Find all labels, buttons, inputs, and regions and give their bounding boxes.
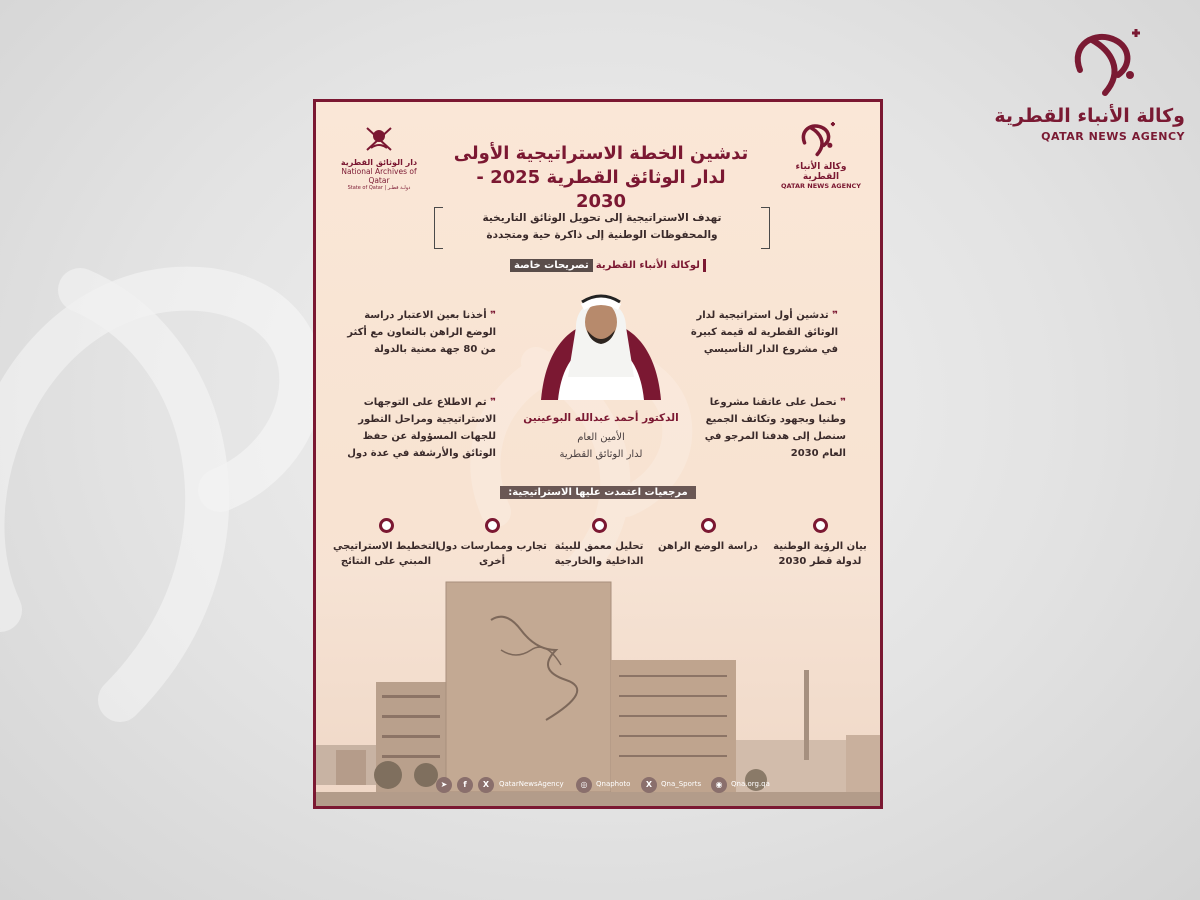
website-link[interactable]: Qna.org.qa	[731, 780, 770, 788]
headline-line-2: لدار الوثائق القطرية 2025 - 2030	[476, 167, 726, 212]
social-media-bar	[436, 776, 871, 796]
quote-mark-icon: ❞	[840, 397, 846, 408]
poster-headline	[451, 142, 751, 214]
quotes-header-source: لوكالة الأنباء القطرية	[593, 259, 706, 272]
poster-agency-logo	[776, 120, 866, 190]
ref-bullet-icon	[592, 518, 607, 533]
aim-line-1: تهدف الاستراتيجية إلى تحويل الوثائق التاريخية	[482, 212, 722, 224]
quote-text: تدشين أول استراتيجية لدار الوثائق القطرية له قيمة كبيرة في مشروع الدار التأسيسي	[690, 310, 838, 355]
references-header	[316, 480, 880, 499]
archives-name-arabic: دار الوثائق القطرية	[340, 158, 418, 167]
strategy-aim-box	[434, 207, 770, 249]
quote-bottom-left	[336, 394, 496, 462]
ref-bullet-icon	[379, 518, 394, 533]
social-handle-qna[interactable]: QatarNewsAgency	[499, 780, 564, 788]
reference-item	[437, 518, 547, 569]
x-twitter-icon[interactable]: X	[478, 777, 494, 793]
reference-text: دراسة الوضع الراهن	[658, 541, 758, 552]
aim-line-2: والمحفوظات الوطنية إلى ذاكرة حية ومتجددة	[486, 229, 718, 241]
quote-top-right	[688, 307, 838, 358]
quote-text: أخذنا بعين الاعتبار دراسة الوضع الراهن بالتعاون مع أكثر من 80 جهة معنية بالدولة	[347, 310, 496, 355]
archives-name-english: National Archives of Qatar	[341, 167, 417, 185]
globe-icon[interactable]: ◉	[711, 777, 727, 793]
x-twitter-icon[interactable]: X	[641, 777, 657, 793]
archives-building-image	[316, 570, 883, 809]
bracket-left	[434, 207, 443, 249]
quotes-header	[510, 260, 706, 277]
headline-line-1: تدشين الخطة الاستراتيجية الأولى	[453, 143, 749, 164]
agency-name-arabic: وكالة الأنباء القطرية	[994, 105, 1185, 127]
social-handle-sports[interactable]: Qna_Sports	[661, 780, 702, 788]
official-organization: لدار الوثائق القطرية	[559, 449, 643, 460]
archives-state-label: State of Qatar | دولـة قطـر	[347, 185, 411, 191]
poster-agency-name-english: QATAR NEWS AGENCY	[781, 182, 861, 190]
quote-mark-icon: ❞	[832, 310, 838, 321]
agency-corner-logo	[994, 25, 1185, 145]
qna-logo-icon	[799, 120, 843, 158]
quote-text: نحمل على عاتقنا مشروعا وطنيا وبجهود وتكاتف الجميع سنصل إلى هدفنا المرجو في العام 2030	[704, 397, 846, 459]
ref-bullet-icon	[701, 518, 716, 533]
qna-logo-icon	[1070, 25, 1155, 100]
facebook-icon[interactable]: f	[457, 777, 473, 793]
quote-mark-icon: ❞	[490, 310, 496, 321]
quote-mark-icon: ❞	[490, 397, 496, 408]
reference-text: بيان الرؤية الوطنية لدولة قطر 2030	[773, 541, 867, 567]
national-archives-logo	[334, 122, 424, 191]
reference-text: تحليل معمق للبيئة الداخلية والخارجية	[554, 541, 644, 567]
reference-item	[653, 518, 763, 554]
reference-item	[331, 518, 441, 569]
official-portrait	[536, 282, 666, 402]
bracket-right	[761, 207, 770, 249]
official-role: الأمين العام	[577, 432, 625, 443]
quotes-header-label: تصريحات خاصة	[510, 259, 593, 272]
quote-text: تم الاطلاع على التوجهات الاستراتيجية ومراحل التطور للجهات المسؤولة عن حفظ الوثائق والأرشفة في عدة دول	[347, 397, 496, 459]
strategy-aim-text	[446, 210, 758, 244]
agency-name-english: QATAR NEWS AGENCY	[1041, 130, 1185, 143]
references-title: مرجعيات اعتمدت عليها الاستراتيجية:	[500, 486, 695, 499]
national-emblem-icon	[364, 122, 394, 154]
ref-bullet-icon	[813, 518, 828, 533]
reference-item	[544, 518, 654, 569]
quote-top-left	[346, 307, 496, 358]
quote-bottom-right	[696, 394, 846, 462]
official-name: الدكتور أحمد عبدالله البوعينين	[523, 412, 679, 424]
social-handle-photo[interactable]: Qnaphoto	[596, 780, 631, 788]
poster-agency-name-arabic: وكالة الأنباء القطرية	[795, 162, 847, 182]
instagram-icon[interactable]: ◎	[576, 777, 592, 793]
reference-item	[765, 518, 875, 569]
reference-text: تجارب وممارسات دول أخرى	[437, 541, 547, 567]
infographic-poster	[313, 99, 883, 809]
telegram-icon[interactable]: ➤	[436, 777, 452, 793]
ref-bullet-icon	[485, 518, 500, 533]
reference-text: التخطيط الاستراتيجي المبني على النتائج	[332, 541, 440, 567]
